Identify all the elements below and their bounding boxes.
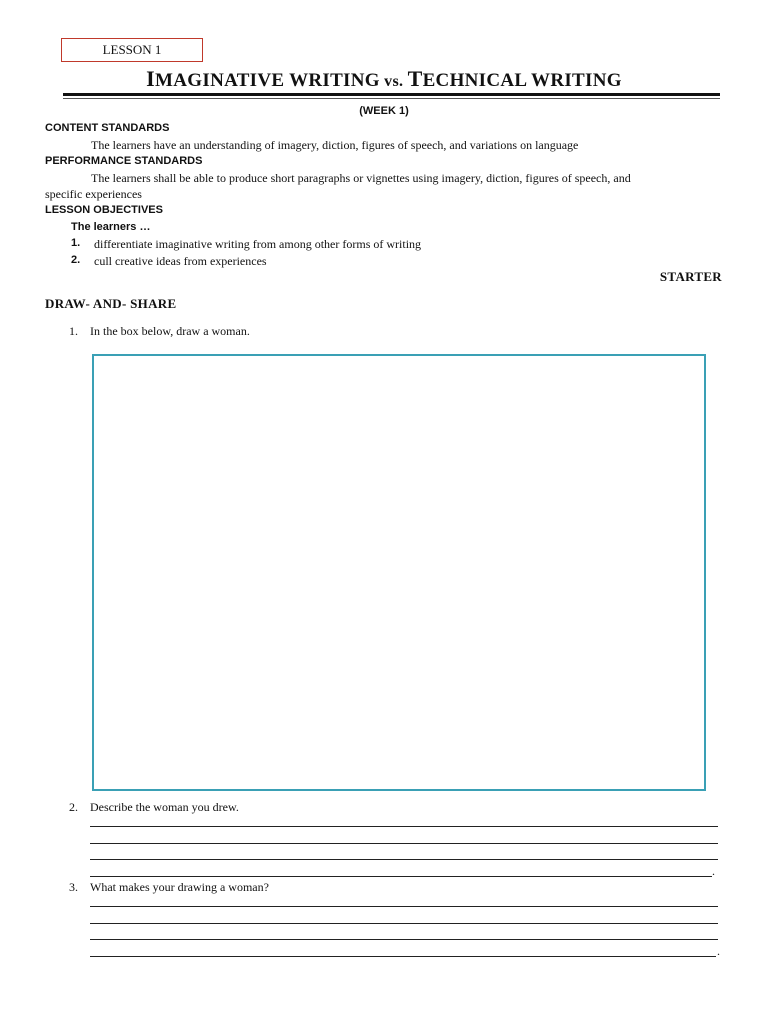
- answer-line-q3-1[interactable]: [90, 906, 718, 907]
- page-title: [0, 66, 768, 92]
- lesson-objectives-heading: LESSON OBJECTIVES: [45, 204, 163, 216]
- answer-line-q3-3[interactable]: [90, 939, 718, 940]
- question-text-2: Describe the woman you drew.: [90, 800, 239, 814]
- answer-line-q2-4[interactable]: [90, 876, 712, 877]
- drawing-box[interactable]: [92, 354, 706, 791]
- answer-line-q3-2[interactable]: [90, 923, 718, 924]
- performance-standards-heading: PERFORMANCE STANDARDS: [45, 155, 203, 167]
- title-vs: vs.: [379, 73, 408, 90]
- objective-text-2: cull creative ideas from experiences: [94, 254, 267, 268]
- title-part-2: ECHNICAL WRITING: [422, 70, 622, 91]
- line-end-mark-q2: .: [712, 864, 715, 878]
- objective-text-1: differentiate imaginative writing from among other forms of writing: [94, 237, 422, 251]
- title-part-1: MAGINATIVE WRITING: [155, 70, 380, 91]
- question-number-2: 2.: [69, 800, 78, 814]
- objective-number-1: 1.: [71, 237, 81, 249]
- answer-line-q2-3[interactable]: [90, 859, 718, 860]
- content-standards-text: The learners have an understanding of imagery, diction, figures of speech, and variations on language: [91, 138, 579, 152]
- question-text-1: In the box below, draw a woman.: [90, 324, 250, 338]
- objectives-intro: The learners …: [71, 221, 151, 233]
- answer-line-q3-4[interactable]: [90, 956, 716, 957]
- performance-standards-text-2: specific experiences: [45, 187, 142, 201]
- title-initial-2: T: [407, 66, 423, 91]
- week-label: (WEEK 1): [359, 105, 409, 117]
- starter-heading: STARTER: [659, 269, 722, 284]
- question-number-3: 3.: [69, 880, 78, 894]
- content-standards-heading: CONTENT STANDARDS: [45, 122, 170, 134]
- answer-line-q2-1[interactable]: [90, 826, 718, 827]
- objective-number-2: 2.: [71, 254, 81, 266]
- lesson-label: LESSON 1: [61, 38, 203, 62]
- performance-standards-text-1: The learners shall be able to produce short paragraphs or vignettes using imagery, diction, figures of speech, and: [91, 171, 631, 185]
- answer-line-q2-2[interactable]: [90, 843, 718, 844]
- question-number-1: 1.: [69, 324, 78, 338]
- activity-title: DRAW- AND- SHARE: [45, 296, 177, 311]
- title-rule-thin: [63, 98, 720, 99]
- question-text-3: What makes your drawing a woman?: [90, 880, 269, 894]
- title-rule-thick: [63, 93, 720, 96]
- title-initial-1: I: [146, 66, 156, 91]
- line-end-mark-q3: .: [717, 944, 720, 958]
